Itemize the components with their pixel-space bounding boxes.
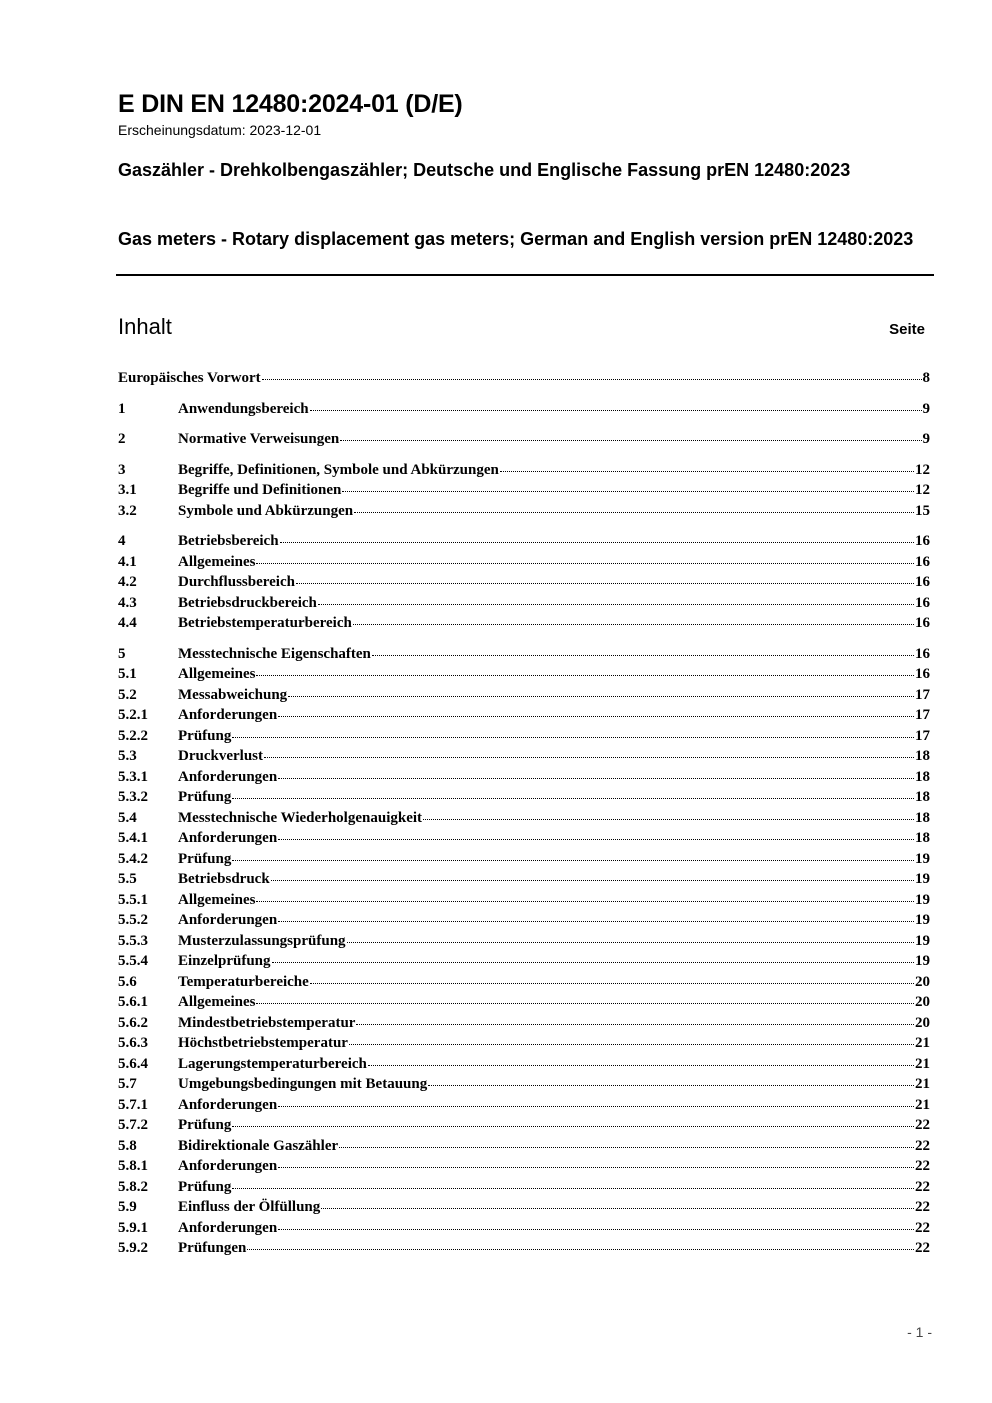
toc-entry[interactable] [118,953,930,974]
toc-entry-title: Prüfung [178,789,232,805]
toc-entry-page: 17 [915,727,930,744]
toc-entry-number: 5.6 [118,973,137,990]
toc-entry-title: Symbole und Abkürzungen [178,502,354,519]
toc-entry-title: Durchflussbereich [178,574,295,590]
toc-dot-leader [349,1044,914,1045]
toc-entry-page: 16 [915,666,930,682]
toc-entry-number: 4.3 [118,594,137,611]
toc-entry[interactable] [118,1056,930,1077]
toc-entry[interactable] [118,370,930,391]
toc-entry-number: 5.8.2 [118,1178,148,1195]
toc-entry[interactable] [118,1117,930,1138]
toc-entry[interactable] [118,401,930,422]
toc-entry[interactable] [118,789,930,810]
toc-entry[interactable] [118,892,930,913]
toc-dot-leader [278,1229,914,1230]
toc-entry[interactable] [118,974,930,995]
toc-entry-page: 17 [915,686,930,703]
toc-dot-leader [288,696,914,697]
toc-entry[interactable] [118,666,930,687]
toc-entry[interactable] [118,1240,930,1261]
toc-entry-number: 5.6.3 [118,1035,148,1051]
toc-entry[interactable] [118,748,930,769]
toc-entry-page: 18 [915,789,930,805]
toc-entry-title: Bidirektionale Gaszähler [178,1137,339,1154]
toc-entry-page: 19 [915,953,930,969]
toc-entry-page: 8 [922,370,930,386]
toc-entry-page: 20 [915,994,930,1010]
toc-entry-number: 5.9.1 [118,1219,148,1236]
toc-dot-leader [278,1106,914,1107]
toc-entry-page: 22 [915,1137,930,1154]
toc-entry[interactable] [118,554,930,575]
toc-dot-leader [278,1167,914,1168]
toc-entry-number: 5.3.1 [118,768,148,785]
toc-dot-leader [256,1003,914,1004]
toc-entry[interactable] [118,431,930,452]
toc-entry[interactable] [118,1199,930,1220]
toc-entry-title: Einzelprüfung [178,953,271,969]
toc-entry-title: Betriebsdruckbereich [178,594,317,611]
toc-entry-number: 5.5.4 [118,953,148,969]
title-german: Gaszähler - Drehkolbengaszähler; Deutsche und Englische Fassung prEN 12480:2023 [118,160,851,180]
toc-entry-title: Prüfung [178,727,232,744]
toc-entry[interactable] [118,871,930,892]
toc-entry-page: 9 [922,431,930,447]
toc-entry-title: Begriffe und Definitionen [178,482,342,498]
toc-entry-page: 21 [915,1055,930,1072]
toc-dot-leader [262,379,922,380]
title-english: Gas meters - Rotary displacement gas meters; German and English version prEN 12480:2023 [118,229,914,249]
toc-entry-title: Umgebungsbedingungen mit Betauung [178,1076,428,1092]
toc-entry-title: Allgemeines [178,553,256,570]
toc-entry-title: Anforderungen [178,1219,278,1236]
toc-dot-leader [339,1147,914,1148]
toc-dot-leader [280,542,914,543]
toc-dot-leader [256,901,914,902]
toc-entry-title: Allgemeines [178,891,256,908]
toc-entry-number: 2 [118,431,126,447]
toc-entry-title: Betriebsbereich [178,533,279,549]
toc-heading: Inhalt [118,314,172,339]
toc-dot-leader [271,880,914,881]
toc-entry-number: 4.2 [118,574,137,590]
toc-entry-page: 19 [915,912,930,928]
toc-dot-leader [321,1208,914,1209]
toc-dot-leader [278,778,914,779]
toc-entry-page: 16 [915,574,930,590]
toc-entry-number: 5.4 [118,809,137,826]
toc-entry-title: Messabweichung [178,686,288,703]
toc-entry-page: 18 [915,830,930,846]
toc-dot-leader [272,962,914,963]
toc-entry-page: 22 [915,1117,930,1133]
toc-entry-number: 1 [118,400,126,417]
toc-entry-number: 4.4 [118,615,137,631]
toc-entry-page: 20 [915,1014,930,1031]
toc-entry[interactable] [118,615,930,636]
toc-entry-page: 16 [915,553,930,570]
toc-entry[interactable] [118,503,930,524]
toc-entry-title: Anforderungen [178,707,278,723]
toc-entry[interactable] [118,1179,930,1200]
toc-entry-page: 22 [915,1178,930,1195]
toc-entry-number: 5.2 [118,686,137,703]
toc-entry-page: 19 [915,891,930,908]
toc-entry-title: Höchstbetriebstemperatur [178,1035,348,1051]
toc-entry[interactable] [118,1035,930,1056]
toc-dot-leader [428,1085,914,1086]
document-id: E DIN EN 12480:2024-01 (D/E) [118,90,463,118]
toc-entry[interactable] [118,851,930,872]
toc-entry-title: Messtechnische Wiederholgenauigkeit [178,809,423,826]
toc-entry-page: 19 [915,932,930,949]
toc-entry-number: 5.7.2 [118,1117,148,1133]
toc-entry[interactable] [118,1076,930,1097]
toc-entry-number: 3 [118,461,126,478]
toc-entry-number: 5.6.2 [118,1014,148,1031]
toc-entry-number: 5.7 [118,1076,137,1092]
toc-entry-number: 5.7.1 [118,1096,148,1113]
toc-entry-title: Anforderungen [178,1158,278,1174]
toc-entry-number: 5.3 [118,748,137,764]
toc-dot-leader [372,655,914,656]
toc-entry-page: 18 [915,768,930,785]
toc-dot-leader [278,716,914,717]
toc-dot-leader [354,512,914,513]
toc-dot-leader [232,737,914,738]
toc-entry-title: Musterzulassungsprüfung [178,932,346,949]
toc-entry-number: 5.8 [118,1137,137,1154]
toc-entry-page: 19 [915,871,930,887]
toc-entry[interactable] [118,1220,930,1241]
toc-entry-page: 16 [915,645,930,662]
toc-dot-leader [278,921,914,922]
toc-entry-page: 12 [915,482,930,498]
toc-entry-page: 22 [915,1158,930,1174]
toc-entry[interactable] [118,574,930,595]
toc-entry-page: 17 [915,707,930,723]
toc-dot-leader [232,798,914,799]
toc-entry-page: 15 [915,502,930,519]
toc-entry-title: Lagerungstemperaturbereich [178,1055,367,1072]
toc-dot-leader [296,583,914,584]
toc-entry-page: 22 [915,1219,930,1236]
header-divider [116,274,934,276]
toc-dot-leader [232,1126,914,1127]
toc-entry[interactable] [118,830,930,851]
publication-date: Erscheinungsdatum: 2023-12-01 [118,122,322,138]
toc-entry[interactable] [118,1138,930,1159]
toc-entry[interactable] [118,1097,930,1118]
toc-entry-title: Anforderungen [178,912,278,928]
toc-dot-leader [232,1188,914,1189]
toc-entry-number: 5 [118,645,126,662]
toc-dot-leader [340,440,921,441]
toc-dot-leader [310,410,922,411]
toc-entry[interactable] [118,769,930,790]
toc-entry[interactable] [118,810,930,831]
toc-entry-number: 5.2.1 [118,707,148,723]
toc-entry-title: Anforderungen [178,830,278,846]
toc-dot-leader [247,1249,914,1250]
toc-entry[interactable] [118,595,930,616]
toc-entry-number: 5.3.2 [118,789,148,805]
toc-entry[interactable] [118,912,930,933]
toc-entry-title: Europäisches Vorwort [118,370,261,386]
toc-entry-page: 16 [915,594,930,611]
toc-page-label: Seite [889,321,925,338]
toc-entry-number: 5.6.1 [118,994,148,1010]
toc-entry-page: 21 [915,1076,930,1092]
toc-entry-title: Allgemeines [178,994,256,1010]
toc-entry-number: 5.1 [118,666,137,682]
toc-entry-title: Allgemeines [178,666,256,682]
toc-entry-number: 4.1 [118,553,137,570]
toc-entry-page: 18 [915,809,930,826]
toc-entry-page: 16 [915,533,930,549]
toc-dot-leader [368,1065,914,1066]
toc-entry-title: Begriffe, Definitionen, Symbole und Abkürzungen [178,461,499,478]
toc-entry-number: 5.5.1 [118,891,148,908]
toc-entry-page: 22 [915,1240,930,1256]
toc-entry-number: 5.6.4 [118,1055,148,1072]
toc-entry-page: 22 [915,1199,930,1215]
toc-entry-number: 4 [118,533,126,549]
toc-entry-number: 5.5 [118,871,137,887]
toc-dot-leader [264,757,914,758]
toc-entry[interactable] [118,933,930,954]
toc-entry-title: Prüfung [178,1117,232,1133]
toc-dot-leader [256,675,914,676]
toc-entry[interactable] [118,687,930,708]
toc-entry-title: Druckverlust [178,748,263,764]
toc-dot-leader [256,563,914,564]
toc-entry-page: 9 [922,400,930,417]
toc-dot-leader [500,471,914,472]
page-number: - 1 - [907,1324,932,1340]
toc-entry-number: 5.5.2 [118,912,148,928]
toc-entry-title: Prüfung [178,850,232,867]
toc-entry-number: 5.9 [118,1199,137,1215]
toc-entry-title: Messtechnische Eigenschaften [178,645,371,662]
toc-entry[interactable] [118,462,930,483]
toc-entry[interactable] [118,1158,930,1179]
toc-entry[interactable] [118,1015,930,1036]
toc-dot-leader [423,819,914,820]
toc-entry-number: 5.9.2 [118,1240,148,1256]
toc-entry-title: Anforderungen [178,1096,278,1113]
toc-entry-number: 5.2.2 [118,727,148,744]
toc-entry-title: Anforderungen [178,768,278,785]
toc-entry-title: Betriebsdruck [178,871,270,887]
toc-dot-leader [342,491,914,492]
toc-entry[interactable] [118,707,930,728]
toc-entry-title: Betriebstemperaturbereich [178,615,352,631]
toc-entry-number: 3.1 [118,482,137,498]
toc-entry-title: Einfluss der Ölfüllung [178,1199,321,1215]
toc-entry-title: Mindestbetriebstemperatur [178,1014,356,1031]
toc-entry[interactable] [118,482,930,503]
toc-entry[interactable] [118,994,930,1015]
toc-entry-page: 16 [915,615,930,631]
toc-entry-number: 3.2 [118,502,137,519]
toc-dot-leader [356,1024,914,1025]
table-of-contents [118,370,930,1261]
toc-entry-title: Anwendungsbereich [178,400,309,417]
toc-dot-leader [232,860,914,861]
toc-entry[interactable] [118,533,930,554]
toc-entry-page: 21 [915,1096,930,1113]
toc-dot-leader [318,604,914,605]
toc-entry-number: 5.4.2 [118,850,148,867]
toc-entry[interactable] [118,728,930,749]
toc-entry-page: 18 [915,748,930,764]
toc-entry-title: Prüfungen [178,1240,247,1256]
toc-entry-page: 12 [915,461,930,478]
toc-dot-leader [347,942,914,943]
toc-entry-page: 19 [915,850,930,867]
toc-dot-leader [278,839,914,840]
toc-entry-page: 20 [915,973,930,990]
toc-dot-leader [353,624,914,625]
toc-entry-title: Normative Verweisungen [178,431,340,447]
toc-entry-number: 5.8.1 [118,1158,148,1174]
toc-entry-number: 5.5.3 [118,932,148,949]
toc-entry-number: 5.4.1 [118,830,148,846]
toc-entry[interactable] [118,646,930,667]
toc-entry-page: 21 [915,1035,930,1051]
toc-entry-title: Temperaturbereiche [178,973,309,990]
toc-dot-leader [310,983,914,984]
toc-entry-title: Prüfung [178,1178,232,1195]
